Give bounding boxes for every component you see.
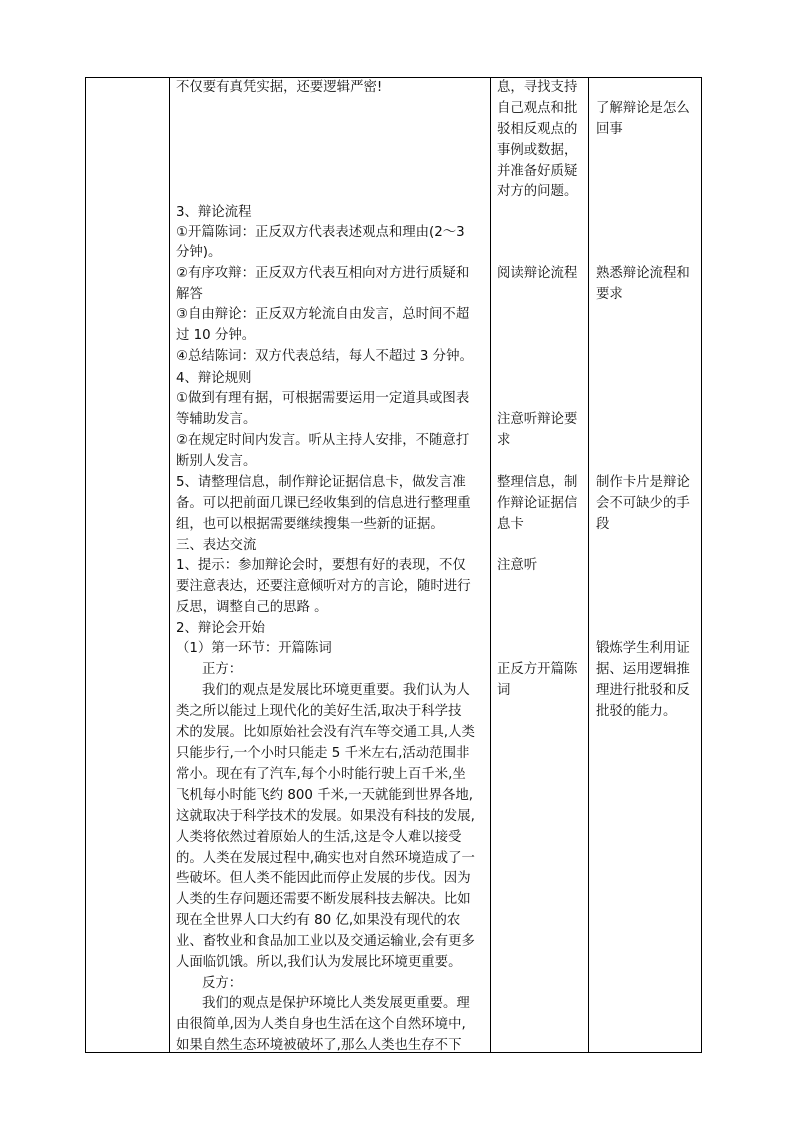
text-line: 要求: [596, 287, 623, 302]
text-line: 过 10 分钟。: [176, 328, 256, 343]
speaker-label: 正方：: [202, 662, 243, 677]
text-line: 作辩论证据信: [497, 496, 578, 511]
text-line: 备。可以把前面几课已经收集到的信息进行整理重: [176, 496, 471, 511]
text-line: 正反方开篇陈: [497, 662, 578, 677]
section-heading: 4、辩论规则: [176, 371, 252, 386]
text-line: 词: [497, 683, 511, 698]
text-line: 段: [596, 517, 610, 532]
text-line: 对方的问题。: [497, 184, 578, 199]
text-line: 飞机每小时能飞约 800 千米,一天就能到世界各地,: [176, 788, 474, 803]
text-line: 组，也可以根据需要继续搜集一些新的证据。: [176, 517, 444, 532]
text-line: 只能步行,一个小时只能走 5 千米左右,活动范围非: [176, 746, 470, 761]
text-line: 我们的观点是发展比环境更重要。我们认为人: [202, 683, 470, 698]
column-divider-2: [490, 77, 491, 1053]
text-line: 并准备好质疑: [497, 164, 578, 179]
text-line: 息卡: [497, 517, 524, 532]
text-line: 注意听辩论要: [497, 412, 578, 427]
section-heading: 2、辩论会开始: [176, 621, 265, 636]
text-line: 些破坏。但人类不能因此而停止发展的步伐。因为: [176, 871, 471, 886]
text-line: 整理信息，制: [497, 475, 578, 490]
text-line: 如果自然生态环境被破坏了,那么人类也生存不下: [176, 1038, 462, 1053]
text-line: （1）第一环节：开篇陈词: [176, 641, 332, 656]
section-heading: 三、表达交流: [176, 538, 257, 553]
text-line: 阅读辩论流程: [497, 266, 578, 281]
text-line: 回事: [596, 122, 623, 137]
text-line: 人类的生存问题还需要不断发展科技去解决。比如: [176, 892, 471, 907]
text-line: ②在规定时间内发言。听从主持人安排，不随意打: [176, 433, 470, 448]
text-line: 类之所以能过上现代化的美好生活,取决于科学技: [176, 704, 462, 719]
text-line: ②有序攻辩：正反双方代表互相向对方进行质疑和: [176, 266, 470, 281]
text-line: 不仅要有真凭实据，还要逻辑严密!: [176, 80, 383, 95]
text-line: 等辅助发言。: [176, 412, 257, 427]
text-line: 1、提示：参加辩论会时，要想有好的表现，不仅: [176, 558, 466, 573]
text-line: 解答: [176, 287, 203, 302]
text-line: 现在全世界人口大约有 80 亿,如果没有现代的农: [176, 913, 461, 928]
text-line: 熟悉辩论流程和: [596, 266, 690, 281]
section-heading: 3、辩论流程: [176, 205, 252, 220]
text-line: 事例或数据，: [497, 143, 578, 158]
text-line: 求: [497, 433, 511, 448]
text-line: 息，寻找支持: [497, 80, 578, 95]
text-line: 的。人类在发展过程中,确实也对自然环境造成了一: [176, 851, 475, 866]
text-line: 这就取决于科学技术的发展。如果没有科技的发展,: [176, 809, 475, 824]
text-line: ③自由辩论：正反双方轮流自由发言，总时间不超: [176, 307, 470, 322]
text-line: 驳相反观点的: [497, 122, 578, 137]
text-line: 断别人发言。: [176, 454, 257, 469]
text-line: ①开篇陈词：正反双方代表表述观点和理由(2～3: [176, 225, 465, 240]
text-line: 会不可缺少的手: [596, 496, 690, 511]
column-divider-1: [169, 77, 170, 1053]
text-line: 反思，调整自己的思路 。: [176, 600, 328, 615]
text-line: 分钟)。: [176, 245, 222, 260]
text-line: 5、请整理信息，制作辩论证据信息卡，做发言准: [176, 475, 466, 490]
text-line: 要注意表达，还要注意倾听对方的言论，随时进行: [176, 579, 471, 594]
text-line: 锻炼学生利用证: [596, 641, 690, 656]
text-line: 制作卡片是辩论: [596, 475, 690, 490]
text-line: 批驳的能力。: [596, 704, 677, 719]
text-line: 人类将依然过着原始人的生活,这是令人难以接受: [176, 830, 462, 845]
text-line: 人面临饥饿。所以,我们认为发展比环境更重要。: [176, 955, 462, 970]
speaker-label: 反方：: [202, 976, 243, 991]
text-line: ④总结陈词：双方代表总结，每人不超过 3 分钟。: [176, 349, 473, 364]
text-line: 注意听: [497, 558, 538, 573]
text-line: 术的发展。比如原始社会没有汽车等交通工具,人类: [176, 725, 475, 740]
text-line: 了解辩论是怎么: [596, 101, 690, 116]
text-line: 理进行批驳和反: [596, 683, 690, 698]
text-line: 自己观点和批: [497, 101, 578, 116]
column-divider-3: [588, 77, 589, 1053]
text-line: ①做到有理有据，可根据需要运用一定道具或图表: [176, 391, 470, 406]
text-line: 由很简单,因为人类自身也生活在这个自然环境中,: [176, 1017, 466, 1032]
text-line: 业、畜牧业和食品加工业以及交通运输业,会有更多: [176, 934, 475, 949]
text-line: 我们的观点是保护环境比人类发展更重要。理: [202, 996, 470, 1011]
text-line: 常小。现在有了汽车,每个小时能行驶上百千米,坐: [176, 767, 466, 782]
text-line: 据、运用逻辑推: [596, 662, 690, 677]
